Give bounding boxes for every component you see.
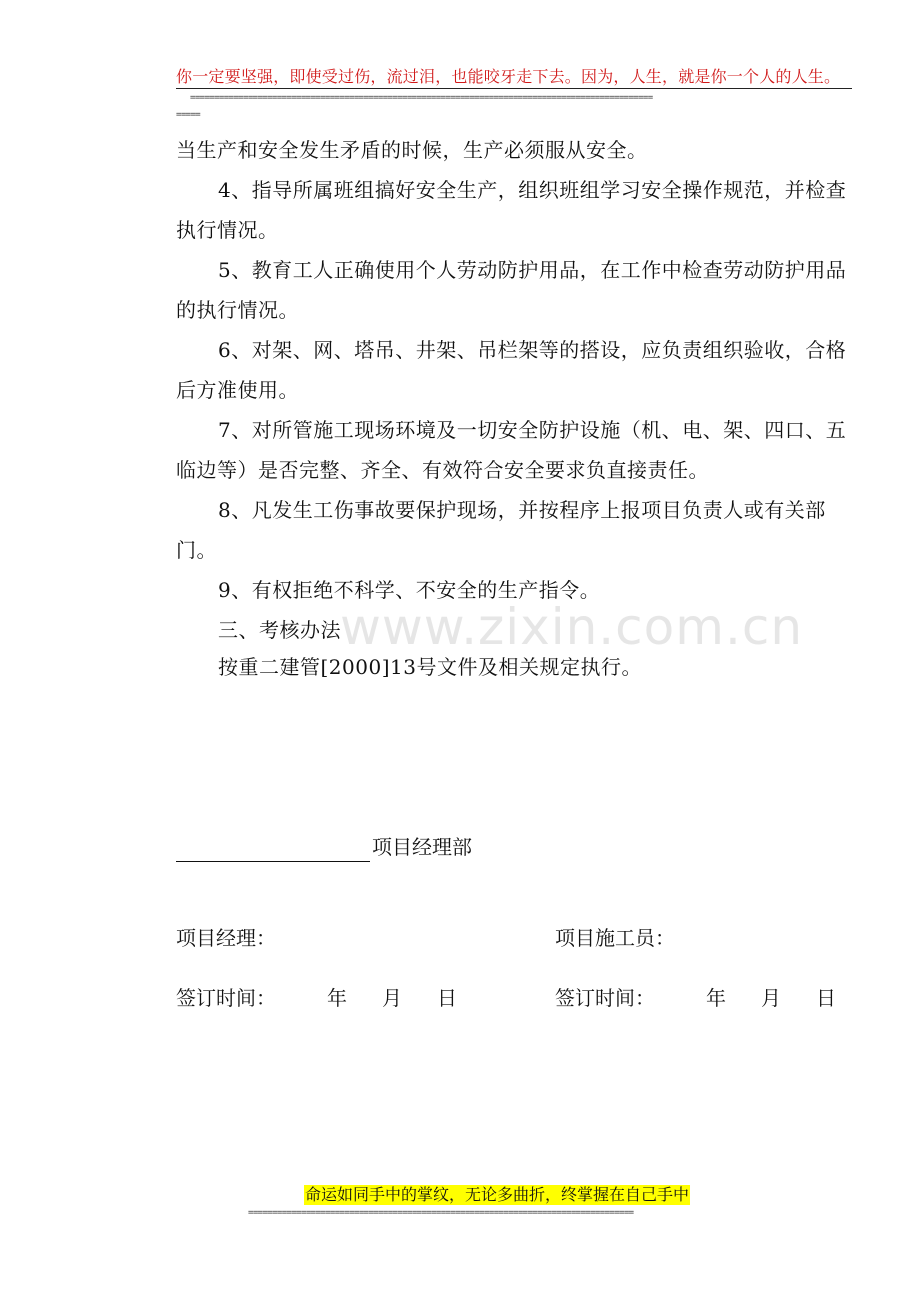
department-signature-line xyxy=(176,832,852,862)
paragraph-item-6: 6、对架、网、塔吊、井架、吊栏架等的搭设，应负责组织验收，合格后方准使用。 xyxy=(176,338,847,402)
header-separator-line2: ===== xyxy=(176,110,201,120)
department-name-blank[interactable] xyxy=(176,839,370,862)
section-heading-assessment: 三、考核办法 xyxy=(218,618,341,642)
right-date-year: 年 xyxy=(706,986,726,1010)
left-date-month: 月 xyxy=(382,986,402,1010)
footer-separator: ================================================================================ xyxy=(248,1208,634,1218)
paragraph-continuation: 当生产和安全发生矛盾的时候，生产必须服从安全。 xyxy=(176,138,648,162)
paragraph-item-9: 9、有权拒绝不科学、不安全的生产指令。 xyxy=(218,578,601,602)
document-body xyxy=(176,130,852,684)
right-role-label: 项目施工员： xyxy=(555,926,675,950)
paragraph-item-4: 4、指导所属班组搞好安全生产，组织班组学习安全操作规范，并检查执行情况。 xyxy=(176,178,847,242)
paragraph-item-5: 5、教育工人正确使用个人劳动防护用品，在工作中检查劳动防护用品的执行情况。 xyxy=(176,258,847,322)
department-label: 项目经理部 xyxy=(372,835,472,859)
paragraph-item-7: 7、对所管施工现场环境及一切安全防护设施（机、电、架、四口、五临边等）是否完整、齐全、有效符合安全要求负直接责任。 xyxy=(176,418,847,482)
paragraph-item-8: 8、凡发生工伤事故要保护现场，并按程序上报项目负责人或有关部门。 xyxy=(176,498,826,562)
left-date-year: 年 xyxy=(327,986,347,1010)
right-date-month: 月 xyxy=(761,986,781,1010)
left-role-label: 项目经理： xyxy=(176,926,276,950)
footer-motto: 命运如同手中的掌纹，无论多曲折，终掌握在自己手中 xyxy=(305,1185,690,1204)
right-date-day: 日 xyxy=(816,986,836,1010)
header-rule xyxy=(176,88,852,89)
left-date-day: 日 xyxy=(437,986,457,1010)
right-date-label: 签订时间： xyxy=(555,986,655,1010)
header-motto: 你一定要坚强，即使受过伤，流过泪，也能咬牙走下去。因为，人生，就是你一个人的人生。 xyxy=(176,67,841,86)
header-separator-line1: ================================================================================================ xyxy=(190,93,653,103)
left-date-label: 签订时间： xyxy=(176,986,276,1010)
watermark-text: www.zixin.com.cn xyxy=(340,598,804,656)
paragraph-assessment-method: 按重二建管[2000]13号文件及相关规定执行。 xyxy=(218,655,642,679)
